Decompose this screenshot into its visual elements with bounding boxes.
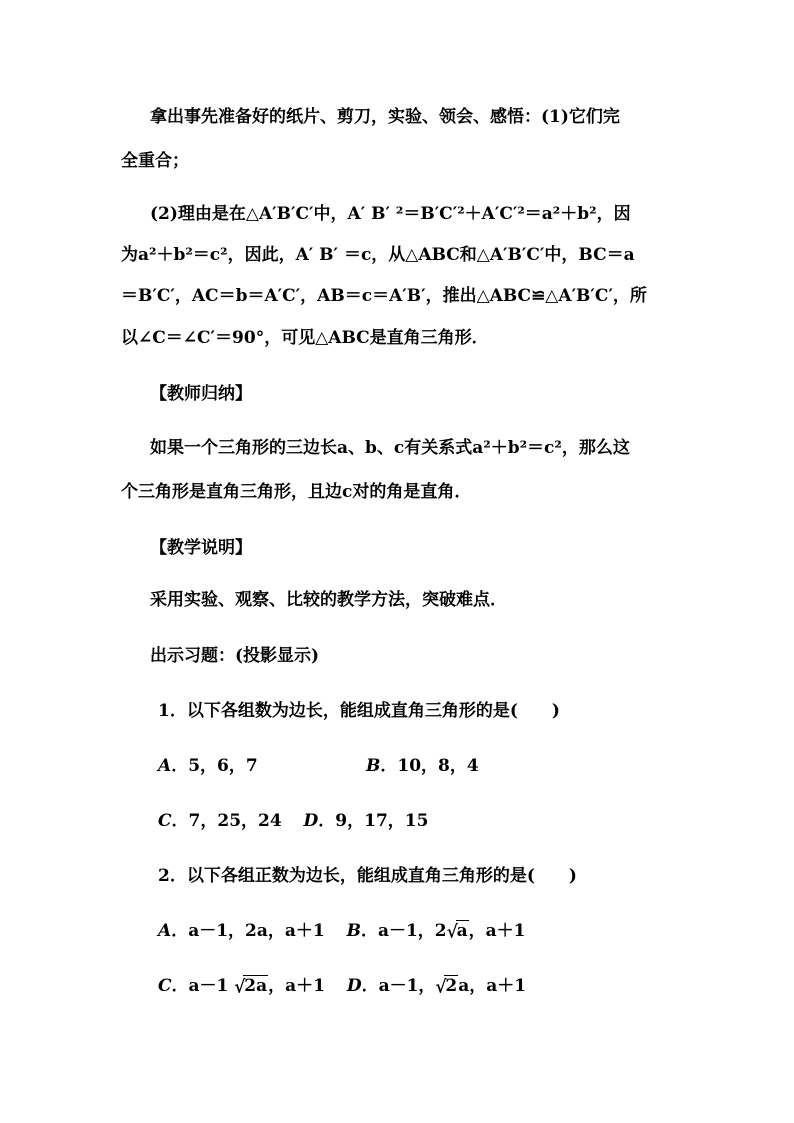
- option-line: [158, 975, 526, 997]
- paragraph-line: ＝B′C′，AC＝b＝A′C′，AB＝c＝A′B′，推出△ABC≌△A′B′C′，所: [121, 286, 647, 306]
- paragraph-line: 全重合；: [121, 151, 189, 171]
- option-letter: D: [346, 976, 362, 996]
- paragraph-line: 采用实验、观察、比较的教学方法，突破难点．: [150, 590, 507, 610]
- radical-sign: √: [446, 921, 458, 943]
- question-stem: 2．以下各组正数为边长，能组成直角三角形的是( ): [158, 866, 577, 886]
- option-text: ，a＋1: [268, 976, 325, 996]
- option-line: [158, 920, 526, 942]
- radical-sign: √: [234, 976, 246, 998]
- option-line: [158, 810, 428, 832]
- option-text: ．9，17，15: [318, 811, 429, 831]
- option-text: a，a＋1: [458, 976, 527, 996]
- option-line: [366, 755, 479, 777]
- radicand: 2: [445, 976, 458, 996]
- question-stem: 1．以下各组数为边长，能组成直角三角形的是( ): [158, 701, 560, 721]
- option-line: [158, 755, 258, 777]
- option-letter: A: [158, 756, 172, 776]
- radicand: 2a: [244, 976, 268, 996]
- option-text: ．a－1，: [361, 976, 436, 996]
- sqrt-expression: [435, 975, 458, 997]
- option-letter: B: [366, 756, 381, 776]
- option-text: ，a＋1: [468, 921, 526, 941]
- sqrt-expression: [234, 975, 268, 997]
- option-letter: B: [346, 921, 361, 941]
- radicand: a: [456, 921, 468, 941]
- option-text: ．a－1，2a，a＋1: [171, 921, 325, 941]
- radical-sign: √: [435, 976, 447, 998]
- paragraph-line: 以∠C＝∠C′＝90°，可见△ABC是直角三角形．: [121, 328, 489, 348]
- section-heading: 【教学说明】: [150, 538, 252, 558]
- paragraph-line: 为a²＋b²＝c²，因此，A′ B′ ＝c，从△ABC和△A′B′C′中，BC＝a: [121, 245, 635, 265]
- sqrt-expression: [447, 920, 469, 942]
- option-letter: D: [303, 811, 319, 831]
- option-text: ．a－1: [171, 976, 235, 996]
- option-letter: C: [158, 976, 172, 996]
- option-text: ．7，25，24: [171, 811, 282, 831]
- option-letter: C: [158, 811, 172, 831]
- paragraph-line: (2)理由是在△A′B′C′中，A′ B′ ²＝B′C′²＋A′C′²＝a²＋b²，因: [150, 204, 631, 224]
- option-text: ．10，8，4: [380, 756, 479, 776]
- option-text: ．5，6，7: [171, 756, 258, 776]
- section-heading: 【教师归纳】: [150, 384, 252, 404]
- option-text: ．a－1，2: [360, 921, 447, 941]
- paragraph-line: 拿出事先准备好的纸片、剪刀，实验、领会、感悟：(1)它们完: [150, 107, 620, 127]
- paragraph-line: 如果一个三角形的三边长a、b、c有关系式a²＋b²＝c²，那么这: [150, 438, 630, 458]
- paragraph-line: 出示习题：(投影显示): [150, 646, 320, 666]
- option-letter: A: [158, 921, 172, 941]
- paragraph-line: 个三角形是直角三角形，且边c对的角是直角．: [121, 482, 472, 502]
